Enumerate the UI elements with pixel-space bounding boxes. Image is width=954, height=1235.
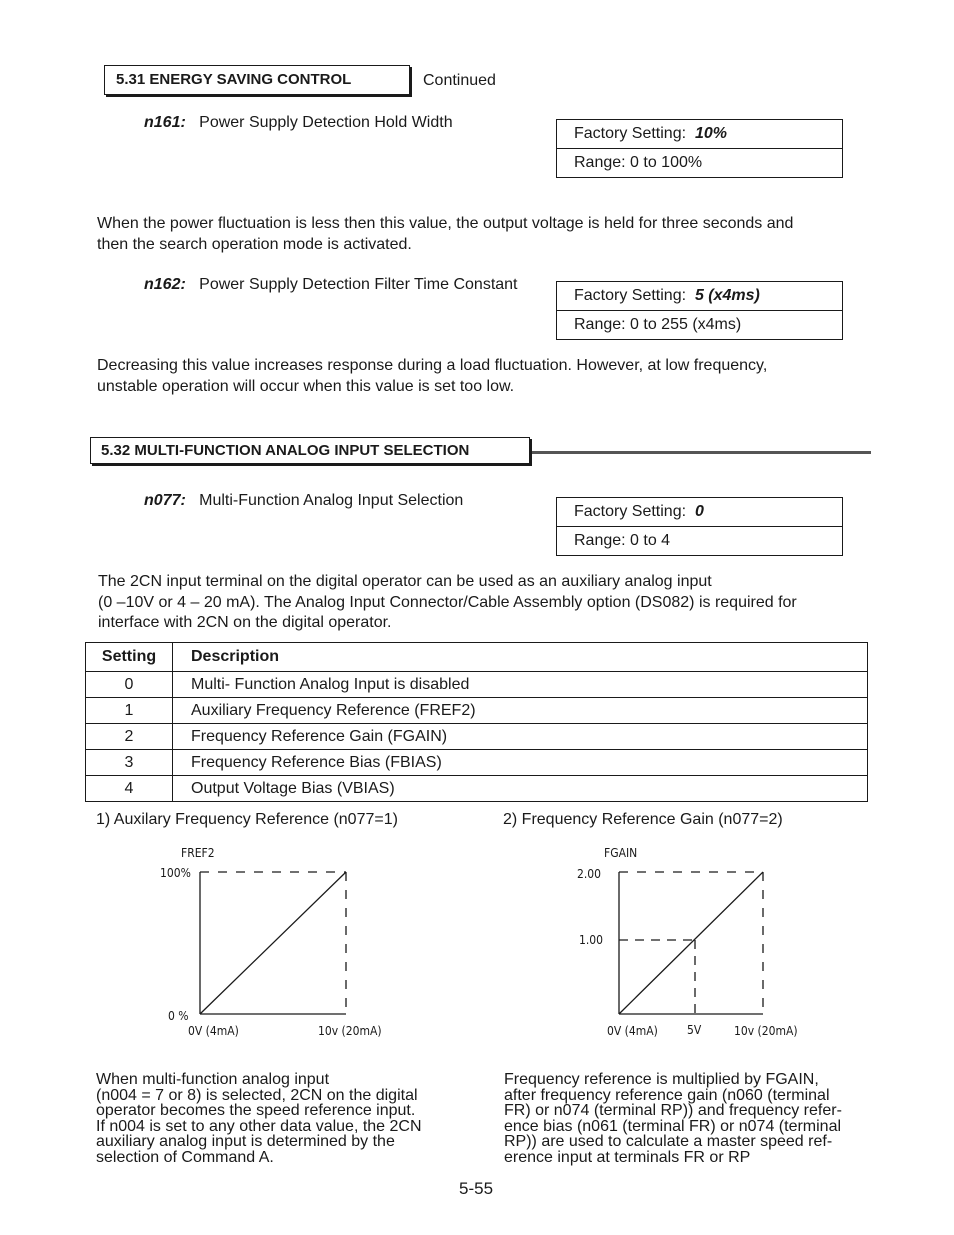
table-cell-setting: 3 xyxy=(86,750,173,776)
factory-setting-row: Factory Setting: 5 (x4ms) xyxy=(574,287,760,304)
table-cell-setting: 4 xyxy=(86,776,173,802)
table-cell-setting: 2 xyxy=(86,724,173,750)
graph1-xtick-left: 0V (4mA) xyxy=(188,1024,239,1038)
param-n162-label: n162: Power Supply Detection Filter Time Constant xyxy=(144,276,518,293)
graph1-ylabel: FREF2 xyxy=(181,846,215,860)
table-cell-description: Frequency Reference Gain (FGAIN) xyxy=(173,724,868,750)
note-graph2: Frequency reference is multiplied by FGAIN, after frequency reference gain (n060 (terminal FR) or n074 (terminal RP)) and frequency refer- ence bias (n061 (terminal FR) or n074 (terminal RP)) are used to calculate a master speed ref- erence input at terminals FR or RP xyxy=(504,1071,842,1166)
table-row xyxy=(86,776,868,802)
graph1-xtick-right: 10v (20mA) xyxy=(318,1024,382,1038)
param-name: Power Supply Detection Hold Width xyxy=(199,114,453,131)
table-cell-setting: 0 xyxy=(86,672,173,698)
graph1-diagram xyxy=(150,840,410,1050)
section-title: 5.31 ENERGY SAVING CONTROL xyxy=(116,71,352,88)
table-header-setting: Setting xyxy=(86,643,173,672)
graph2-ytick-mid: 1.00 xyxy=(579,933,604,947)
continued-label: Continued xyxy=(423,72,496,89)
table-cell-description: Auxiliary Frequency Reference (FREF2) xyxy=(173,698,868,724)
section-header-5-32 xyxy=(90,437,530,464)
range-row: Range: 0 to 100% xyxy=(557,148,842,177)
graph1-ytick-bottom: 0 % xyxy=(168,1009,189,1023)
factory-setting-value: 10% xyxy=(694,125,727,142)
graph1-ytick-top: 100% xyxy=(160,866,191,880)
paragraph-2cn: The 2CN input terminal on the digital operator can be used as an auxiliary analog input (0 –10V or 4 – 20 mA). The Analog Input Connector/Cable Assembly option (DS082) is required for interface with 2CN on the digital operator. xyxy=(98,573,797,631)
paragraph-n161: When the power fluctuation is less then this value, the output voltage is held for three seconds and then the search operation mode is activated. xyxy=(97,215,794,253)
param-code: n161 xyxy=(144,114,181,131)
graph2-ylabel: FGAIN xyxy=(604,846,638,860)
note-graph1: When multi-function analog input (n004 = 7 or 8) is selected, 2CN on the digital operator becomes the speed reference input. If n004 is set to any other data value, the 2CN auxiliary analog input is determined by the selection of Command A. xyxy=(96,1071,422,1166)
table-row xyxy=(86,672,868,698)
paragraph-n162: Decreasing this value increases response during a load fluctuation. However, at low frequency, unstable operation will occur when this value is set too low. xyxy=(97,357,768,395)
param-n161-settings-box xyxy=(556,119,843,178)
page-number: 5-55 xyxy=(459,1179,494,1198)
factory-setting-value: 5 (x4ms) xyxy=(694,287,760,304)
table-cell-description: Multi- Function Analog Input is disabled xyxy=(173,672,868,698)
section-title: 5.32 MULTI-FUNCTION ANALOG INPUT SELECTION xyxy=(101,442,470,459)
param-code: n162 xyxy=(144,276,181,293)
graph1-caption: 1) Auxilary Frequency Reference (n077=1) xyxy=(96,811,398,828)
table-header-row xyxy=(86,643,868,672)
section-rule xyxy=(532,451,871,454)
range-row: Range: 0 to 255 (x4ms) xyxy=(557,310,842,339)
table-row xyxy=(86,698,868,724)
table-row xyxy=(86,750,868,776)
range-row: Range: 0 to 4 xyxy=(557,526,842,555)
factory-setting-value: 0 xyxy=(694,503,704,520)
factory-setting-row: Factory Setting: 10% xyxy=(574,125,727,142)
table-header-description: Description xyxy=(173,643,868,672)
graph2-xtick-right: 10v (20mA) xyxy=(734,1024,798,1038)
graph2-diagram xyxy=(570,840,830,1050)
section-header-5-31 xyxy=(104,65,410,95)
settings-table xyxy=(85,642,868,802)
factory-setting-row: Factory Setting: 0 xyxy=(574,503,704,520)
graph2-line xyxy=(619,872,763,1014)
table-cell-description: Frequency Reference Bias (FBIAS) xyxy=(173,750,868,776)
param-n162-settings-box xyxy=(556,281,843,340)
table-cell-description: Output Voltage Bias (VBIAS) xyxy=(173,776,868,802)
param-name: Power Supply Detection Filter Time Constant xyxy=(199,276,518,293)
param-n077-label: n077: Multi-Function Analog Input Selection xyxy=(144,492,464,509)
param-n161-label: n161: Power Supply Detection Hold Width xyxy=(144,114,453,131)
graph2-xtick-left: 0V (4mA) xyxy=(607,1024,658,1038)
graph2-ytick-top: 2.00 xyxy=(577,867,602,881)
param-code: n077 xyxy=(144,492,181,509)
param-n077-settings-box xyxy=(556,497,843,556)
graph1-line xyxy=(200,872,346,1014)
param-name: Multi-Function Analog Input Selection xyxy=(199,492,464,509)
graph2-xtick-mid: 5V xyxy=(687,1023,702,1037)
graph2-caption: 2) Frequency Reference Gain (n077=2) xyxy=(503,811,783,828)
table-row xyxy=(86,724,868,750)
table-cell-setting: 1 xyxy=(86,698,173,724)
